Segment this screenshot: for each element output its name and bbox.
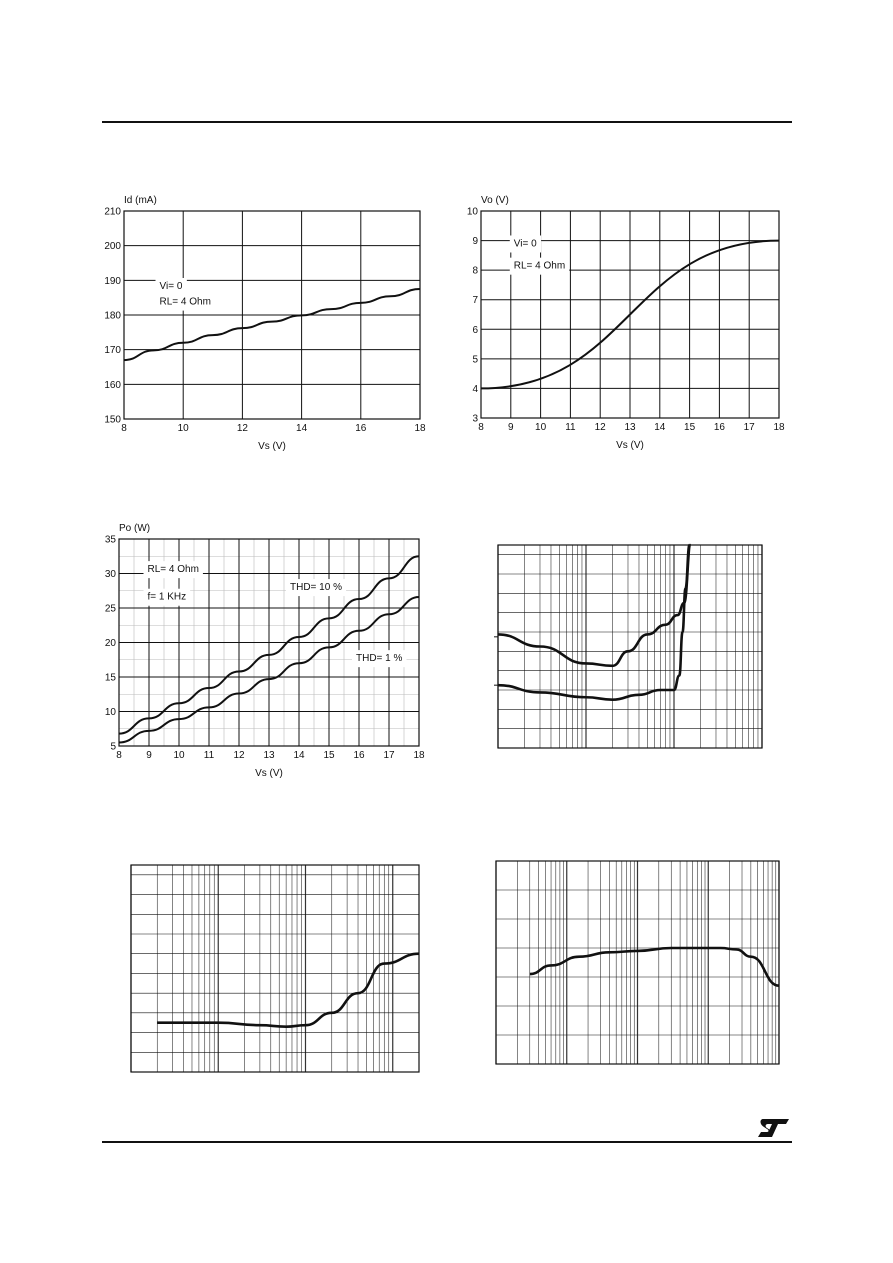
chart-gain-vs-frequency	[490, 856, 785, 1071]
y-tick-label: 4	[472, 383, 478, 395]
x-tick-label: 14	[654, 422, 666, 433]
x-tick-label: 11	[565, 422, 576, 433]
annotation-label: Vi= 0	[159, 281, 183, 292]
y-tick-label: 210	[104, 206, 121, 218]
top-rule	[102, 121, 792, 123]
y-tick-label: 7	[472, 295, 478, 307]
x-tick-label: 14	[293, 750, 305, 761]
y-axis-label: Id (mA)	[124, 195, 157, 206]
x-tick-label: 10	[173, 750, 185, 761]
x-tick-label: 16	[353, 750, 365, 761]
y-tick-label: 190	[104, 275, 121, 287]
chart-gain-vs-frequency-svg	[490, 856, 785, 1071]
annotation-label: RL= 4 Ohm	[513, 260, 566, 272]
x-tick-label: 12	[594, 422, 606, 433]
x-tick-label: 9	[508, 422, 514, 433]
y-tick-label: 10	[466, 206, 478, 218]
chart-id-vs-vs	[95, 188, 440, 458]
y-tick-label: 20	[104, 638, 116, 649]
x-tick-label: 16	[355, 423, 367, 434]
y-tick-label: 170	[104, 345, 121, 357]
y-tick-label: 25	[104, 603, 116, 615]
annotation-label: Vi= 0	[513, 238, 537, 250]
x-tick-label: 17	[383, 750, 395, 761]
y-tick-label: 150	[104, 414, 121, 426]
y-tick-label: 30	[104, 569, 116, 580]
x-tick-label: 13	[624, 422, 636, 433]
y-tick-label: 15	[104, 672, 116, 684]
x-tick-label: 18	[773, 422, 785, 433]
x-tick-label: 8	[478, 422, 484, 433]
annotation-label: f= 1 KHz	[147, 591, 187, 603]
y-tick-label: 35	[104, 534, 116, 546]
x-tick-label: 18	[413, 750, 425, 761]
x-tick-label: 17	[743, 422, 755, 433]
y-tick-label: 180	[104, 310, 121, 322]
x-tick-label: 10	[177, 423, 189, 434]
y-tick-label: 5	[472, 354, 478, 366]
x-tick-label: 8	[121, 423, 127, 434]
y-tick-label: 200	[104, 241, 121, 253]
x-tick-label: 8	[116, 750, 122, 761]
x-tick-label: 12	[236, 423, 248, 434]
series-line-1	[157, 954, 419, 1027]
x-tick-label: 18	[414, 423, 426, 434]
chart-po-vs-vs	[95, 516, 440, 786]
x-tick-label: 15	[323, 750, 335, 761]
chart-vo-vs-vs-svg	[450, 188, 795, 458]
x-tick-label: 15	[684, 422, 696, 433]
x-tick-label: 12	[233, 750, 245, 761]
x-tick-label: 16	[713, 422, 725, 433]
chart-thd-vs-frequency	[125, 860, 425, 1080]
y-axis-label: Po (W)	[119, 523, 151, 534]
annotation-label: THD= 10 %	[290, 582, 342, 594]
chart-vo-vs-vs	[450, 188, 795, 458]
y-tick-label: 5	[110, 741, 116, 753]
chart-id-vs-vs-svg	[95, 188, 440, 458]
x-tick-label: 9	[146, 750, 152, 761]
y-axis-label: Vo (V)	[481, 195, 509, 206]
annotation-label: THD= 1 %	[356, 653, 403, 665]
x-tick-label: 13	[263, 750, 275, 761]
series-line-1	[498, 545, 691, 666]
y-tick-label: 9	[472, 236, 478, 248]
st-logo	[757, 1117, 791, 1139]
x-axis-label: Vs (V)	[616, 440, 644, 451]
annotation-label: RL= 4 Ohm	[159, 296, 211, 308]
chart-thd-vs-po	[485, 540, 785, 755]
x-axis-label: Vs (V)	[255, 768, 283, 779]
x-tick-label: 14	[296, 423, 308, 434]
y-tick-label: 160	[104, 379, 121, 391]
chart-thd-vs-po-svg	[485, 540, 785, 755]
x-tick-label: 11	[203, 750, 215, 761]
x-axis-label: Vs (V)	[258, 441, 286, 452]
y-tick-label: 8	[472, 265, 478, 277]
bottom-rule	[102, 1141, 792, 1143]
annotation-label: RL= 4 Ohm	[147, 564, 199, 576]
chart-po-vs-vs-svg	[95, 516, 440, 786]
chart-thd-vs-frequency-svg	[125, 860, 425, 1080]
x-tick-label: 10	[535, 422, 547, 433]
series-line-2	[498, 545, 689, 700]
y-tick-label: 10	[104, 707, 116, 718]
y-tick-label: 3	[472, 413, 478, 425]
y-tick-label: 6	[472, 324, 478, 336]
